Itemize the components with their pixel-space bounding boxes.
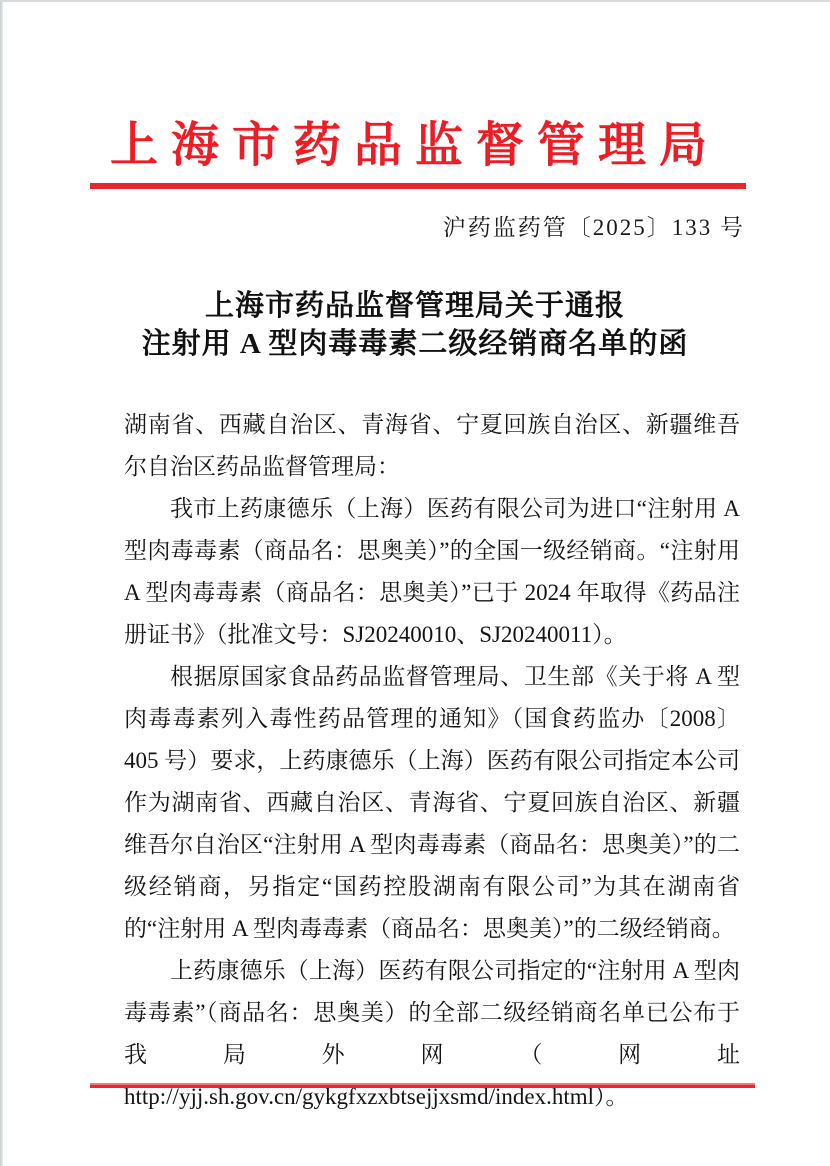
document-title-line2: 注射用 A 型肉毒毒素二级经销商名单的函	[141, 328, 689, 360]
scan-edge-top	[0, 0, 830, 2]
footer-red-line	[90, 1083, 755, 1088]
agency-header-title: 上海市药品监督管理局	[109, 119, 720, 172]
body-paragraph: 根据原国家食品药品监督管理局、卫生部《关于将 A 型肉毒毒素列入毒性药品管理的通知》（国食药监办〔2008〕405 号）要求，上药康德乐（上海）医药有限公司指定本公司作为湖南省、西藏自治区、青海省、宁夏回族自治区、新疆维吾尔自治区“注射用 A 型肉毒毒素（商品名：思奥美）”的二级经销商，另指定“国药控股湖南有限公司”为其在湖南省的“注射用 A 型肉毒毒素（商品名：思奥美）”的二级经销商。	[124, 664, 740, 941]
body-paragraph: 我市上药康德乐（上海）医药有限公司为进口“注射用 A 型肉毒毒素（商品名：思奥美）”的全国一级经销商。“注射用 A 型肉毒毒素（商品名：思奥美）”已于 2024 年取得《药品注册证书》（批准文号：SJ20240010、SJ20240011）。	[124, 496, 740, 647]
document-title-line1: 上海市药品监督管理局关于通报	[204, 290, 625, 322]
document-body	[124, 404, 740, 1118]
addressee-paragraph: 湖南省、西藏自治区、青海省、宁夏回族自治区、新疆维吾尔自治区药品监督管理局：	[124, 412, 740, 479]
red-separator-line	[90, 183, 746, 189]
document-number: 沪药监药管〔2025〕133 号	[442, 215, 745, 240]
body-paragraph: 上药康德乐（上海）医药有限公司指定的“注射用 A 型肉毒毒素”（商品名：思奥美）的全部二级经销商名单已公布于我局外网（网址 http://yjj.sh.gov.cn/gykgfxzxbtsejjxsmd/index.html）。	[124, 958, 740, 1109]
document-title	[0, 287, 830, 363]
